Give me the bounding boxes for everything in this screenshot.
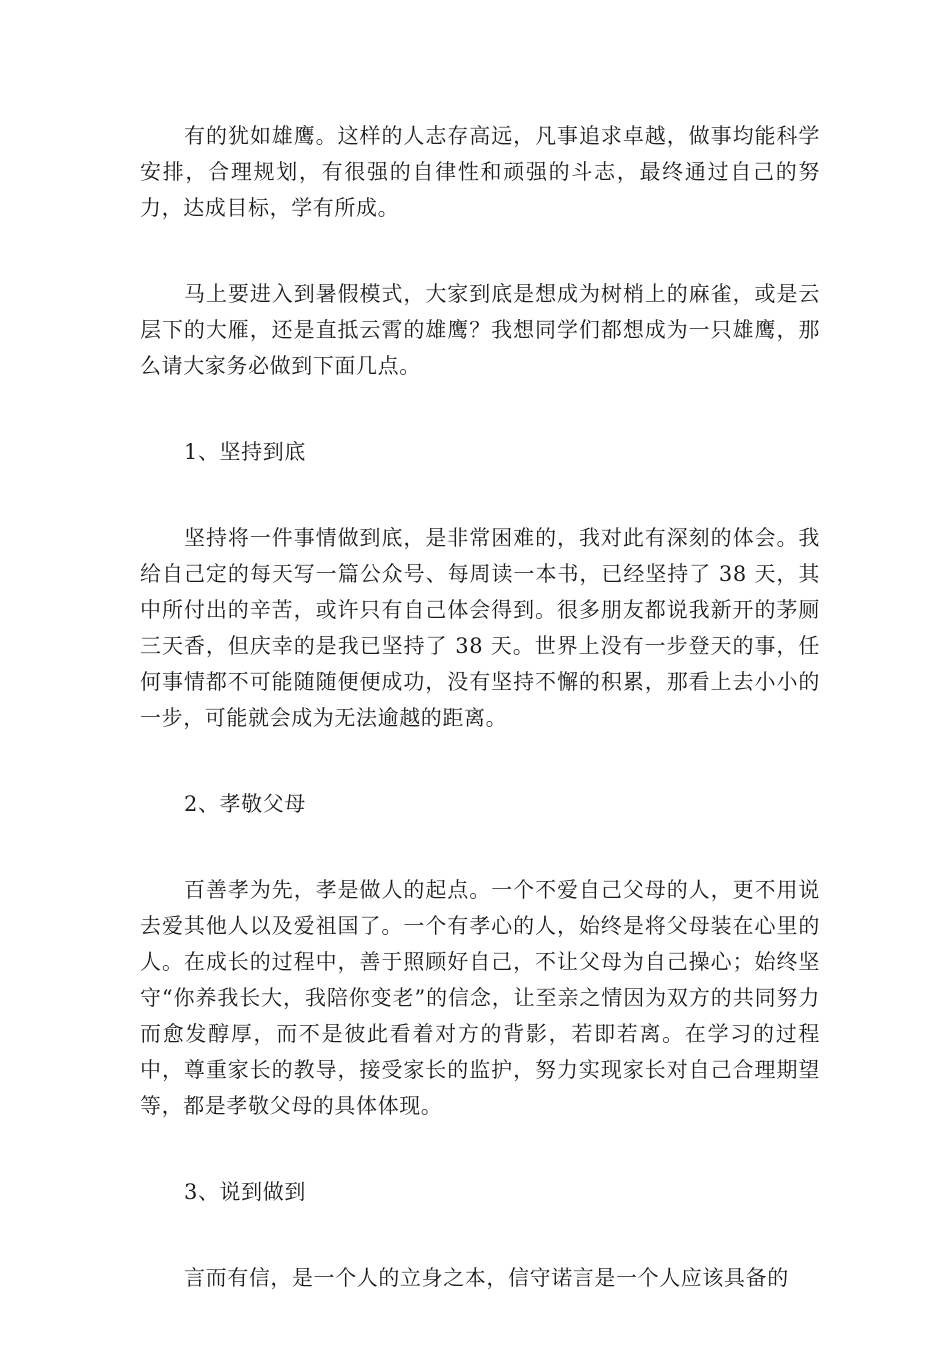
paragraph-promise: 言而有信，是一个人的立身之本，信守诺言是一个人应该具备的 bbox=[184, 1266, 789, 1290]
paragraph-summer: 马上要进入到暑假模式，大家到底是想成为树梢上的麻雀，或是云层下的大雁，还是直抵云霄的雄鹰？我想同学们都想成为一只雄鹰，那么请大家务必做到下面几点。 bbox=[140, 282, 820, 378]
section-heading-persist: 1、坚持到底 bbox=[184, 440, 306, 464]
paragraph-filial: 百善孝为先，孝是做人的起点。一个不爱自己父母的人，更不用说去爱其他人以及爱祖国了。一个有孝心的人，始终是将父母装在心里的人。在成长的过程中，善于照顾好自己，不让父母为自己操心；始终坚守“你养我长大，我陪你变老”的信念，让至亲之情因为双方的共同努力而愈发醇厚，而不是彼此看着对方的背影，若即若离。在学习的过程中，尊重家长的教导，接受家长的监护，努力实现家长对自己合理期望等，都是孝敬父母的具体体现。 bbox=[140, 878, 820, 1118]
paragraph-eagle: 有的犹如雄鹰。这样的人志存高远，凡事追求卓越，做事均能科学安排，合理规划，有很强的自律性和顽强的斗志，最终通过自己的努力，达成目标，学有所成。 bbox=[140, 124, 820, 220]
section-heading-promise: 3、说到做到 bbox=[184, 1180, 306, 1204]
paragraph-persist: 坚持将一件事情做到底，是非常困难的，我对此有深刻的体会。我给自己定的每天写一篇公众号、每周读一本书，已经坚持了 38 天，其中所付出的辛苦，或许只有自己体会得到。很多朋友都说我新开的茅厕三天香，但庆幸的是我已坚持了 38 天。世界上没有一步登天的事，任何事情都不可能随随便便成功，没有坚持不懈的积累，那看上去小小的一步，可能就会成为无法逾越的距离。 bbox=[140, 526, 820, 730]
document-body bbox=[140, 118, 820, 1346]
section-heading-filial: 2、孝敬父母 bbox=[184, 792, 306, 816]
